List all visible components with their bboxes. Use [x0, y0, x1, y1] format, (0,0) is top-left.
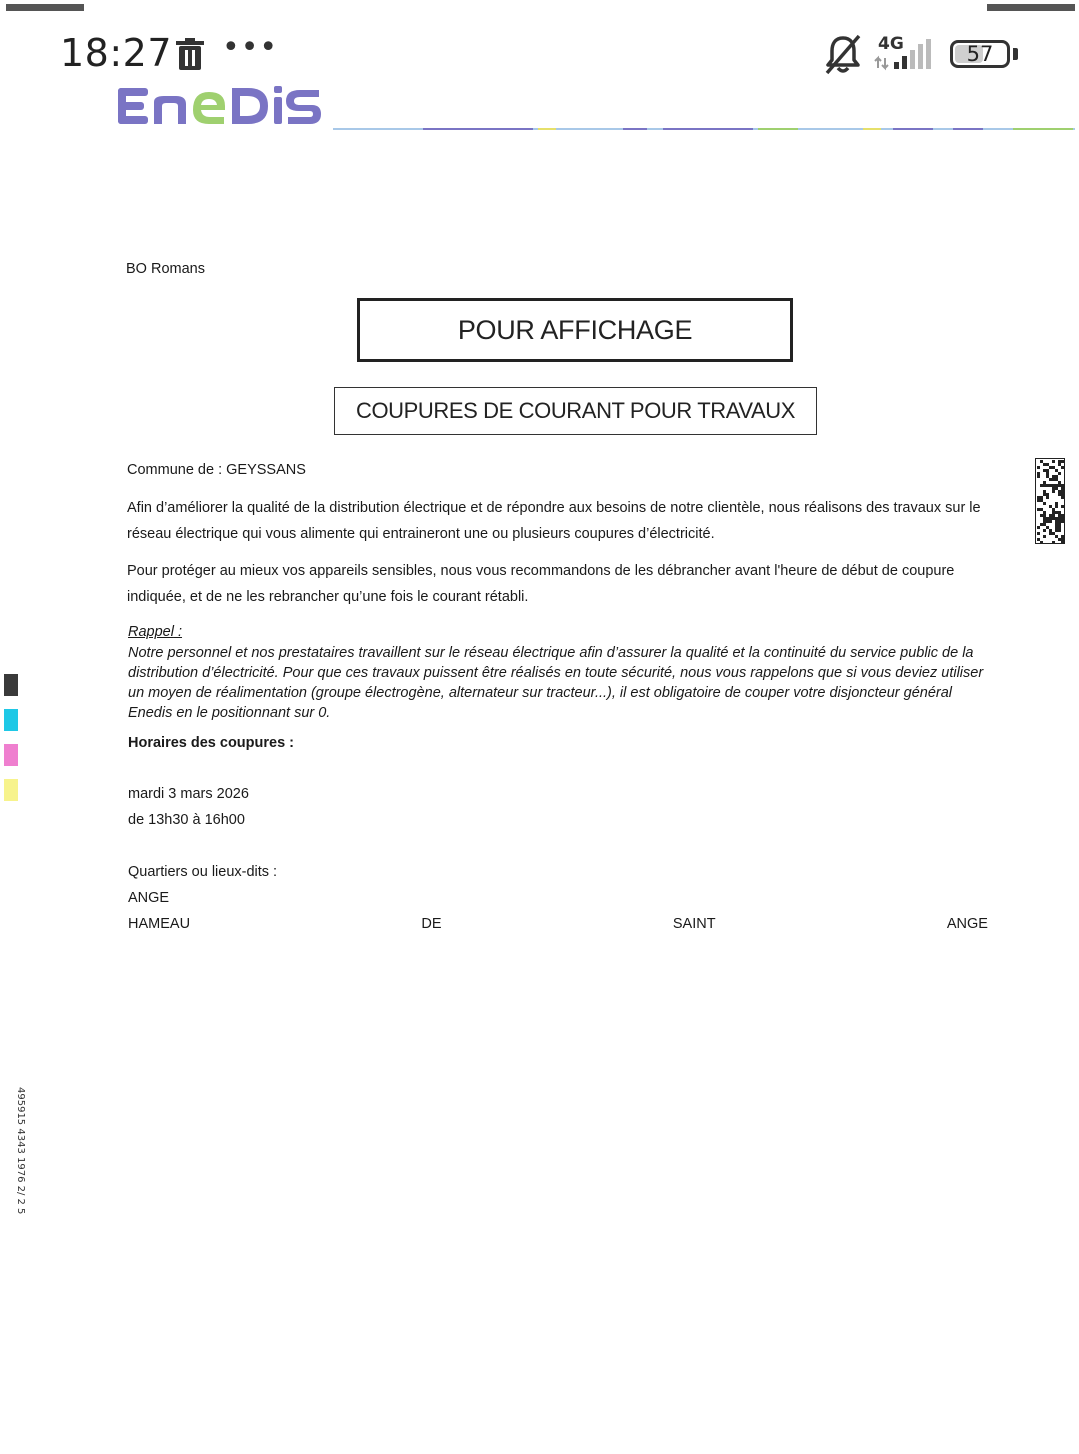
battery-nub: [1013, 48, 1018, 60]
status-time: 18:27: [60, 31, 173, 75]
page-subtitle: COUPURES DE COURANT POUR TRAVAUX: [355, 398, 796, 423]
subheading-box: [334, 387, 817, 435]
outage-time-range: de 13h30 à 16h00: [128, 812, 245, 828]
rappel-label: Rappel: [128, 624, 174, 640]
bell-muted-icon: [823, 33, 863, 75]
hameau-word: SAINT: [672, 916, 716, 932]
print-mark-black: [4, 674, 18, 696]
rappel-paragraph: Notre personnel et nos prestataires travaillent sur le réseau électrique afin d’assurer la qualité et la continuité du service public de la distribution d’électricité. Pour que ces travaux puissent être réalisés en toute sécurité, nous vous rappelons que si vous deviez utiliser un moyen de réalimentation (groupe électrogène, alternateur sur tracteur...), il est obligatoire de couper votre disjoncteur général Enedis en le positionnant sur 0.: [128, 645, 984, 721]
intro-paragraph: Afin d’améliorer la qualité de la distribution électrique et de répondre aux besoins de notre clientèle, nous réalisons des travaux sur le réseau électrique qui vous alimente qui entraineront une ou plusieurs coupures d’électricité.: [127, 500, 981, 542]
print-mark-magenta: [4, 744, 18, 766]
trash-icon[interactable]: [176, 38, 204, 70]
horaires-heading: Horaires des coupures :: [128, 735, 294, 751]
heading-box: [357, 298, 793, 362]
more-dots-icon[interactable]: •••: [222, 30, 279, 65]
logo-rule-line: [333, 118, 1075, 122]
print-mark-yellow: [4, 779, 18, 801]
datamatrix-code: [1035, 458, 1065, 544]
hameau-word: HAMEAU: [128, 916, 191, 932]
advice-paragraph: Pour protéger au mieux vos appareils sensibles, nous vous recommandons de les débrancher avant l'heure de début de coupure indiquée, et de ne les rebrancher qu’une fois le courant rétabli.: [127, 563, 955, 605]
commune-line: Commune de : GEYSSANS: [127, 462, 306, 478]
side-tracking-code: 495915 4343 1976 2/ 2 5: [15, 1087, 26, 1215]
outage-date: mardi 3 mars 2026: [128, 786, 249, 802]
battery-level-text: 57: [966, 42, 994, 66]
battery-icon: [950, 40, 1010, 68]
hameau-word: ANGE: [946, 916, 988, 932]
rappel-colon: :: [173, 624, 183, 640]
rappel-heading: [128, 624, 182, 640]
network-label: 4G: [878, 34, 904, 54]
hameau-word: DE: [421, 916, 442, 932]
signal-icon: [873, 36, 939, 72]
scan-edge-mark-right: [987, 4, 1075, 11]
hameau-line: [128, 916, 988, 932]
enedis-logo: [114, 80, 324, 130]
page-title: POUR AFFICHAGE: [457, 314, 693, 345]
quartier-item: ANGE: [128, 890, 170, 906]
sender-office: BO Romans: [126, 261, 205, 277]
quartiers-heading: Quartiers ou lieux-dits :: [128, 864, 278, 880]
print-mark-cyan: [4, 709, 18, 731]
scan-edge-mark-left: [6, 4, 84, 11]
